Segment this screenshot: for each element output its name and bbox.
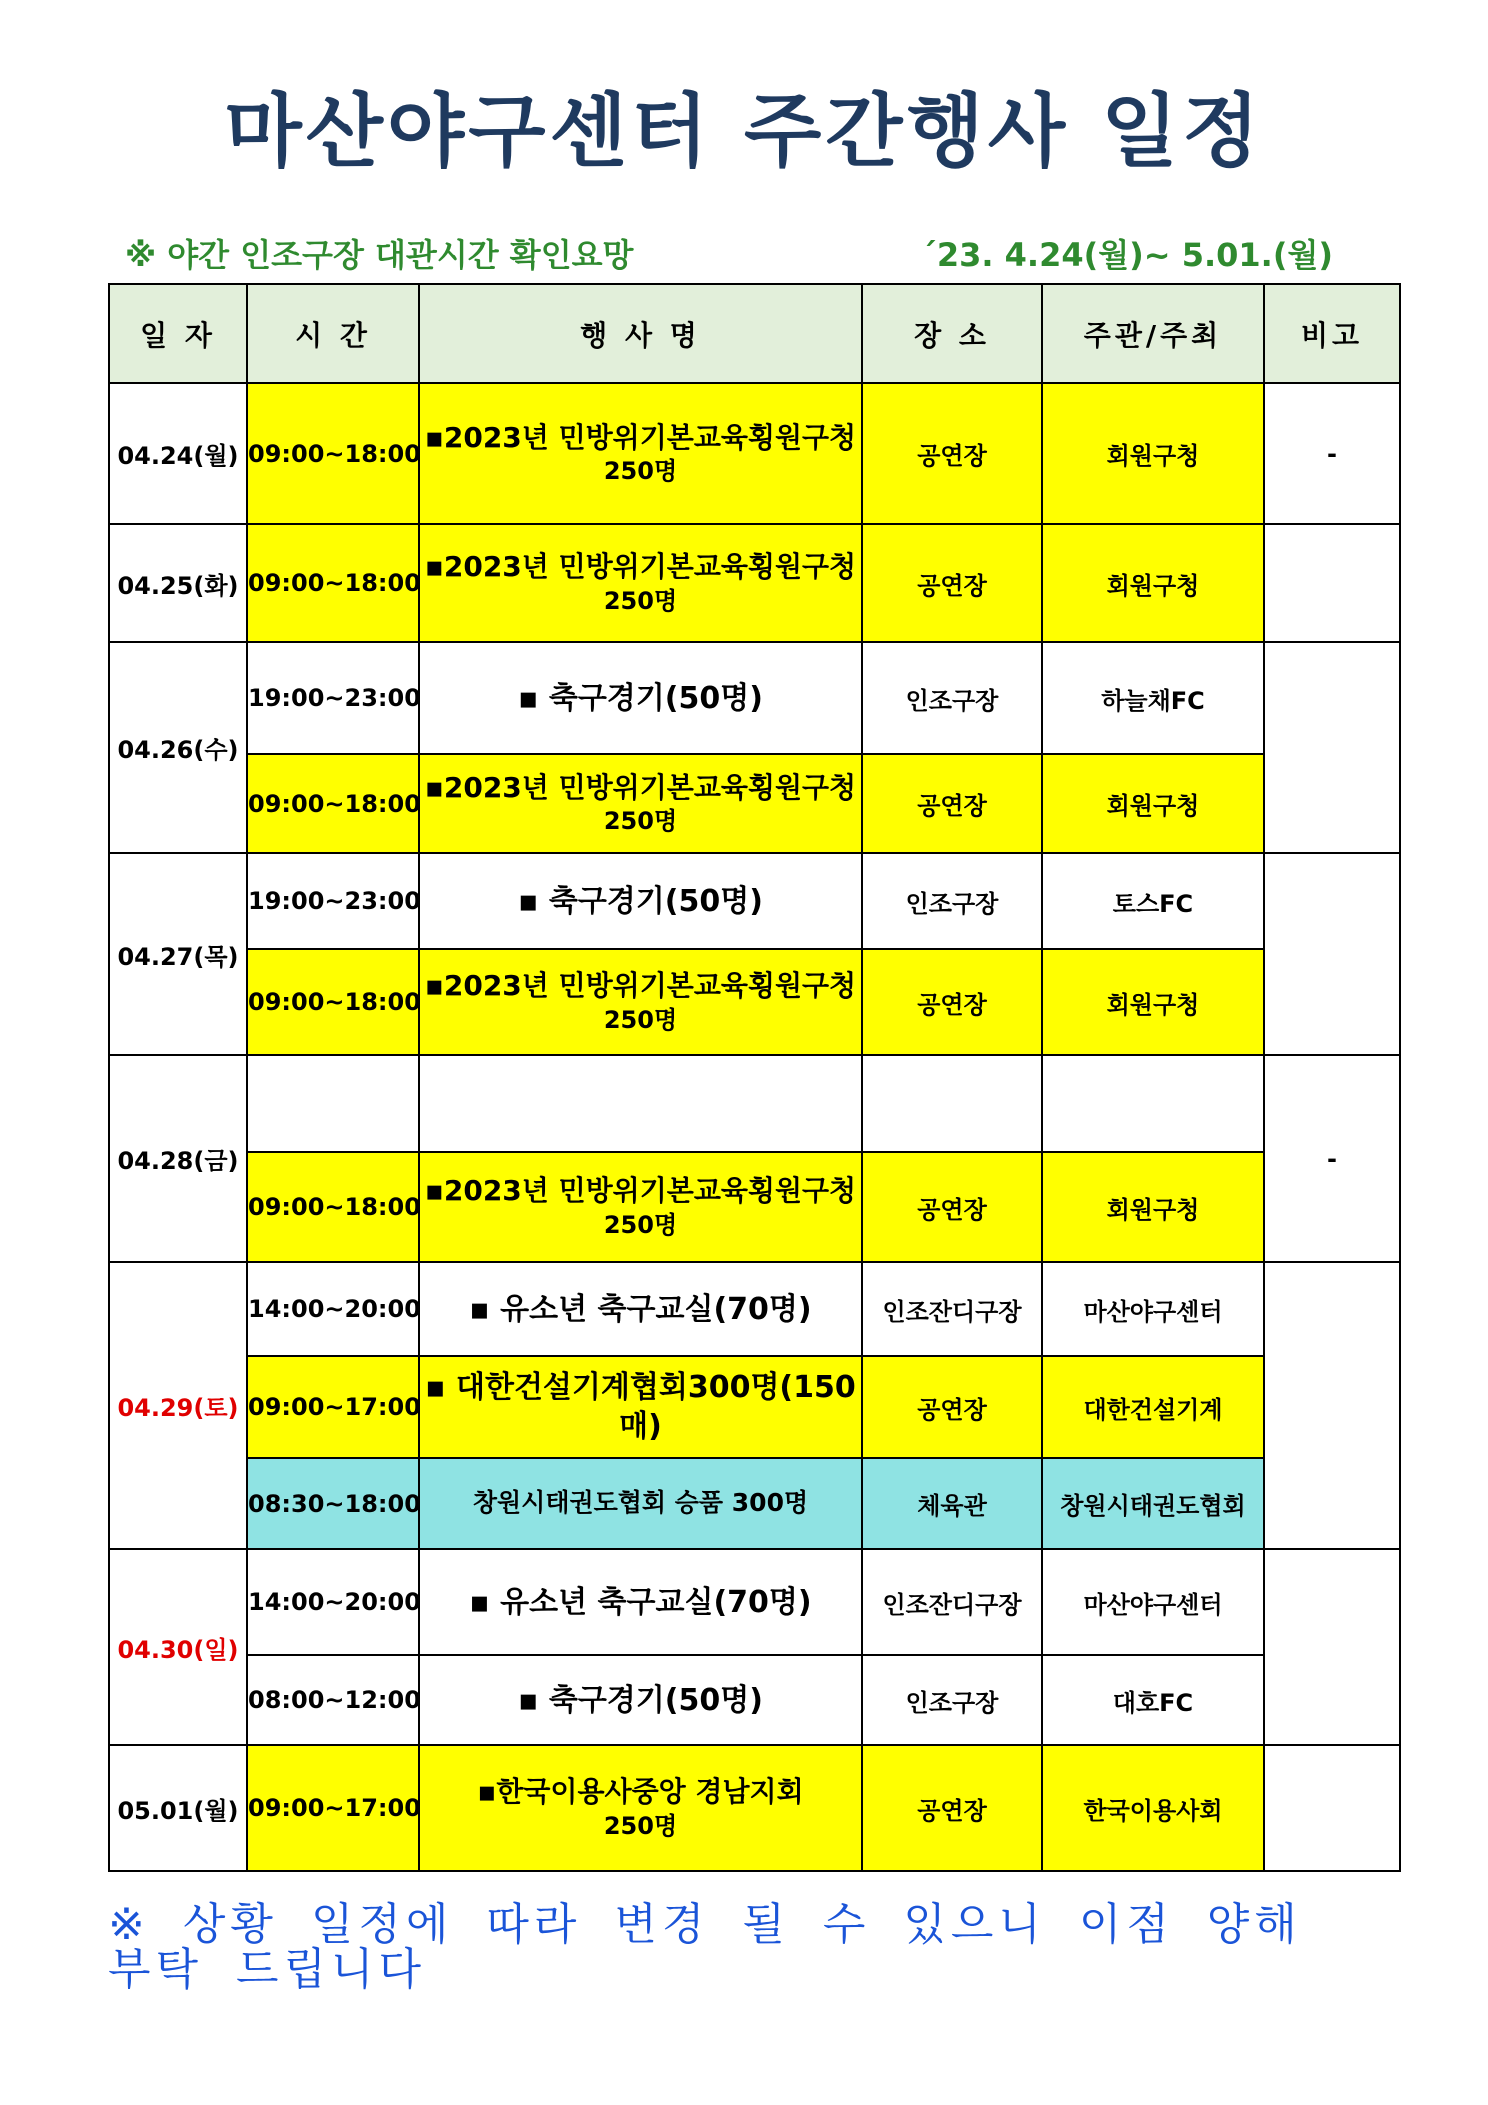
time-cell: 14:00~20:00 [247, 1549, 419, 1655]
header-remark: 비고 [1264, 284, 1400, 383]
date-cell: 04.27(목) [109, 853, 247, 1055]
host-cell: 회원구청 [1042, 383, 1264, 524]
remark-cell [1264, 853, 1400, 1055]
event-name: ▪ 축구경기(50명) [518, 1682, 763, 1718]
place-cell: 인조잔디구장 [862, 1262, 1042, 1356]
table-row [109, 1655, 1400, 1745]
host-cell: 마산야구센터 [1042, 1262, 1264, 1356]
event-cell [419, 1655, 862, 1745]
remark-cell: - [1264, 1055, 1400, 1262]
table-row [109, 642, 1400, 754]
time-cell [247, 1055, 419, 1152]
place-cell: 공연장 [862, 383, 1042, 524]
event-name: ▪2023년 민방위기본교육횡원구청 [424, 969, 857, 1003]
event-name: ▪2023년 민방위기본교육횡원구청 [424, 420, 857, 454]
time-cell: 09:00~18:00 [247, 524, 419, 642]
event-cell [419, 949, 862, 1055]
remark-cell [1264, 642, 1400, 853]
place-cell: 인조구장 [862, 642, 1042, 754]
place-cell: 공연장 [862, 754, 1042, 853]
event-cell [419, 1745, 862, 1871]
place-cell: 공연장 [862, 1745, 1042, 1871]
event-cell [419, 1262, 862, 1356]
date-cell: 04.28(금) [109, 1055, 247, 1262]
host-cell: 회원구청 [1042, 949, 1264, 1055]
header-event: 행 사 명 [419, 284, 862, 383]
time-cell: 09:00~17:00 [247, 1356, 419, 1458]
time-cell: 08:30~18:00 [247, 1458, 419, 1549]
table-row [109, 949, 1400, 1055]
table-row [109, 754, 1400, 853]
table-row [109, 1549, 1400, 1655]
event-cell [419, 642, 862, 754]
header-date: 일 자 [109, 284, 247, 383]
table-row [109, 383, 1400, 524]
host-cell: 마산야구센터 [1042, 1549, 1264, 1655]
event-attendance: 250명 [603, 586, 678, 615]
place-cell: 인조구장 [862, 853, 1042, 949]
table-row [109, 1262, 1400, 1356]
time-cell: 14:00~20:00 [247, 1262, 419, 1356]
event-cell [419, 1055, 862, 1152]
time-cell: 19:00~23:00 [247, 853, 419, 949]
event-cell [419, 1152, 862, 1262]
time-cell: 09:00~18:00 [247, 1152, 419, 1262]
event-cell [419, 1549, 862, 1655]
host-cell: 회원구청 [1042, 754, 1264, 853]
time-cell: 09:00~17:00 [247, 1745, 419, 1871]
host-cell: 회원구청 [1042, 1152, 1264, 1262]
event-cell [419, 1458, 862, 1549]
place-cell: 인조구장 [862, 1655, 1042, 1745]
table-row [109, 524, 1400, 642]
date-cell: 04.30(일) [109, 1549, 247, 1745]
date-cell: 04.24(월) [109, 383, 247, 524]
time-cell: 09:00~18:00 [247, 754, 419, 853]
event-cell [419, 853, 862, 949]
notice-text: ※ 야간 인조구장 대관시간 확인요망 [125, 236, 634, 274]
table-row [109, 1152, 1400, 1262]
host-cell: 하늘채FC [1042, 642, 1264, 754]
place-cell: 체육관 [862, 1458, 1042, 1549]
page-title: 마산야구센터 주간행사 일정 [224, 85, 1264, 178]
event-attendance: 250명 [603, 1005, 678, 1034]
place-cell: 공연장 [862, 949, 1042, 1055]
date-cell: 04.25(화) [109, 524, 247, 642]
table-row [109, 853, 1400, 949]
host-cell: 대한건설기계 [1042, 1356, 1264, 1458]
event-attendance: 250명 [603, 1811, 678, 1840]
event-name: ▪한국이용사중앙 경남지회 [477, 1775, 804, 1809]
time-cell: 08:00~12:00 [247, 1655, 419, 1745]
remark-cell: - [1264, 383, 1400, 524]
event-name: 창원시태권도협회 승품 300명 [472, 1488, 809, 1518]
table-row [109, 1055, 1400, 1152]
event-attendance: 250명 [603, 457, 678, 486]
time-cell: 19:00~23:00 [247, 642, 419, 754]
host-cell: 회원구청 [1042, 524, 1264, 642]
period-text: ´23. 4.24(월)~ 5.01.(월) [920, 236, 1333, 274]
event-attendance: 250명 [603, 1210, 678, 1239]
event-name: ▪ 대한건설기계협회300명(150매) [425, 1370, 856, 1444]
header-time: 시 간 [247, 284, 419, 383]
host-cell: 창원시태권도협회 [1042, 1458, 1264, 1549]
header-host: 주관/주최 [1042, 284, 1264, 383]
footer-text: ※ 상황 일정에 따라 변경 될 수 있으니 이점 양해 부탁 드립니다 [108, 1899, 1302, 1995]
event-attendance: 250명 [603, 807, 678, 836]
place-cell: 인조잔디구장 [862, 1549, 1042, 1655]
event-cell [419, 383, 862, 524]
table-row [109, 1745, 1400, 1871]
place-cell: 공연장 [862, 524, 1042, 642]
time-cell: 09:00~18:00 [247, 949, 419, 1055]
event-cell [419, 1356, 862, 1458]
place-cell: 공연장 [862, 1152, 1042, 1262]
time-cell: 09:00~18:00 [247, 383, 419, 524]
date-cell: 04.26(수) [109, 642, 247, 853]
event-cell [419, 524, 862, 642]
date-cell: 05.01(월) [109, 1745, 247, 1871]
event-cell [419, 754, 862, 853]
host-cell: 한국이용사회 [1042, 1745, 1264, 1871]
host-cell [1042, 1055, 1264, 1152]
event-name: ▪2023년 민방위기본교육횡원구청 [424, 550, 857, 584]
date-cell: 04.29(토) [109, 1262, 247, 1549]
place-cell [862, 1055, 1042, 1152]
schedule-table [108, 283, 1401, 1872]
place-cell: 공연장 [862, 1356, 1042, 1458]
event-name: ▪2023년 민방위기본교육횡원구청 [424, 770, 857, 804]
header-row [109, 284, 1400, 383]
event-name: ▪ 유소년 축구교실(70명) [469, 1584, 812, 1620]
event-name: ▪2023년 민방위기본교육횡원구청 [424, 1174, 857, 1208]
event-name: ▪ 유소년 축구교실(70명) [469, 1291, 812, 1327]
event-name: ▪ 축구경기(50명) [518, 883, 763, 919]
host-cell: 토스FC [1042, 853, 1264, 949]
footer-notice [108, 1899, 1348, 1995]
table-row [109, 1458, 1400, 1549]
remark-cell [1264, 1549, 1400, 1745]
remark-cell [1264, 524, 1400, 642]
table-row [109, 1356, 1400, 1458]
host-cell: 대호FC [1042, 1655, 1264, 1745]
remark-cell [1264, 1262, 1400, 1549]
event-name: ▪ 축구경기(50명) [518, 680, 763, 716]
header-place: 장 소 [862, 284, 1042, 383]
remark-cell [1264, 1745, 1400, 1871]
